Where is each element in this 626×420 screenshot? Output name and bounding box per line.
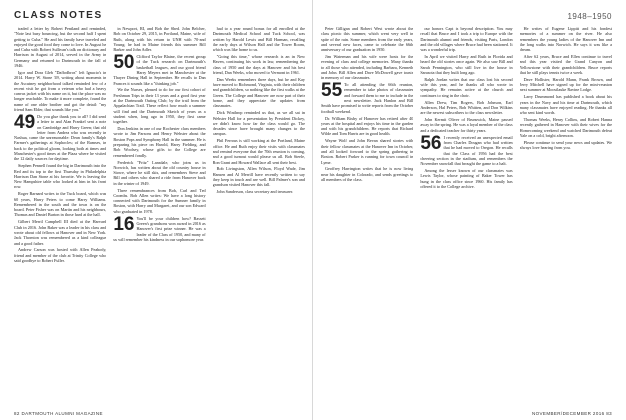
class-note-paragraph <box>213 189 305 194</box>
class-note-paragraph <box>213 110 305 136</box>
note-text: John Kermit Oliver of Brunswick, Maine passed away in the spring. He was a loyal member of the class and a dedicated teacher for thirty years. <box>420 117 513 133</box>
class-note-paragraph <box>321 138 413 164</box>
note-text: Dick Winthrop reminded us that, as we all sat in Webster Hall for a presentation by President Dickey, we didn't know how far the class would go. The decades since have brought many changes to the campus. <box>212 110 305 137</box>
class-note-paragraph <box>113 54 205 86</box>
right-header <box>321 8 612 26</box>
note-text: in Newport, RI, and Bob the Shed. John Belcher, Bob on October 29, 2015, in Portland, Maine, wife of Ruth, along with his return to UNH with 70-and Young; he had in Maine friends this summer Bill Barker and John Adler. <box>113 26 206 53</box>
note-text: traded a letter by Robert Pentland and reminded, "Note last busy bouncing, but the second half I spent getting to Cuba." He and his family have traveled and enjoyed the good food they come to love. In August he and Cuba with Robert Sullivan's talk on dictionary and Harrison in August of 2014, served in the Army in Germany and returned to Dartmouth in the fall of 1946. <box>14 26 107 69</box>
class-note-paragraph <box>14 70 106 112</box>
note-text: Geoffrey Harrington writes that he is now living near his daughter in Colorado, and sends greetings to all members of the class. <box>321 166 414 182</box>
note-text: Andrew Carson was hosted with Allen Peabody, friend and member of the club at Trinity College who said goodbye to Robert Fuller. <box>14 247 107 264</box>
class-note-paragraph <box>520 54 612 75</box>
class-note-paragraph <box>113 26 205 52</box>
column-6 <box>520 26 612 410</box>
class-year-numeral: 16 <box>113 213 135 235</box>
note-text: Do you glue thank you to all? I did send a letter to and Alan Frankel sent a note on Cambridge and Harry Green; that old letter from Andrea who was recently in Nashua, came the unreasonable: Dean family's Ralph Farmer's gatherings at Sophocles; of the Ramses, in back to the political gloom, looking both at times and Manchester's good times at the Plaza where he visited the 12 daily sources for daytime. <box>14 113 107 162</box>
note-text: Three remembrances from Bob, Carl and Ted Coombs. Bob Allen writes: We have a long history connected with Dartmouth for the Sumner family in Boston, with Harry and Margaret, and our son Edward who graduated in 1978. <box>113 187 206 214</box>
note-text: He writes of Eugene Lippitt and his fondest memories of a summer on the river. He also remembers the young ladies of the Hanover Inn and the long walks into Norwich. He says it was like a dream. <box>519 26 612 53</box>
note-text: Frederick "Fritz" Lansdale, who joins us in Norwich, has written about the old country house in Stowe, where he still skis, and remembers Steve and Bill and others who shared a ride from Hanover back in the winter of 1949. <box>113 159 206 186</box>
class-note-paragraph <box>420 100 512 116</box>
class-note-paragraph <box>14 247 106 263</box>
class-note-paragraph <box>321 166 413 182</box>
class-note-paragraph <box>113 188 205 214</box>
column-5 <box>420 26 512 410</box>
class-note-paragraph <box>14 111 107 162</box>
class-note-paragraph <box>213 166 305 187</box>
note-text: Roger Barnard writes to the Tuck board, which was 60 years, Harry Peters to come Harry Williams. Remembered in the south and the town is on the board. Peter Fisher was on Martin and his neighbours, Thomas and Daniel Burton in those hard at the hall. <box>14 191 107 218</box>
note-text: John Sanderson, class secretary and treasurer. <box>216 189 294 195</box>
class-note-paragraph <box>420 26 512 52</box>
note-text: We the Nurses, pleased to do for our first cohort of Freshman Trips in their 13 years and a good first year at the Dartmouth Outing Club; by the trail from the Appalachian Trail. These reflect how much a summer will find and the Dartmouth Sketch of years as a student when, long ago in 1950, they first came together. <box>113 87 206 125</box>
class-year-numeral: 50 <box>113 52 135 74</box>
class-note-paragraph <box>321 82 413 114</box>
class-note-paragraph <box>14 191 106 217</box>
note-text: Don Jenkins in one of our Rochester class members wrote to Jim Parsons and Henry Webster about the Boston Pops and Symphony Hall in the summer. He is preparing his piece on Harold, Harry Fielding, and Bob Woolsey, whose gifts to the College are remembered fondly. <box>113 126 206 158</box>
note-text: Larry Drummond has published a book about his years in the Navy and his time at Dartmouth, which many classmates have enjoyed reading. He thanks all who sent kind words. <box>519 94 612 116</box>
class-year-numeral: 56 <box>420 132 442 154</box>
class-note-paragraph <box>321 26 413 52</box>
class-note-paragraph <box>213 138 305 164</box>
class-note-paragraph <box>420 168 512 189</box>
note-text: You'll be your children how? Bassett Green's grandsons won award in 2016 as Hanover's first prize winner. He was a leader of the Class of 1950, and many of us will remember his kindness in our sophomore year. <box>113 215 206 242</box>
note-text: had to a year round bonus for all enrolled at the Dartmouth Medical School and Tuck School, was written by Harold Lewis and Bill Harman, recalling the early days at Wilson Hall and the Tower Room, which was like home to us. <box>212 26 305 53</box>
note-text: Please continue to send your news and updates. We always love hearing from you. <box>519 139 612 151</box>
class-note-paragraph <box>213 54 305 75</box>
note-text: Allen Drew, Tim Rogers, Bob Johnson, Earl Anderson, Hal Peters, Bob Whitten, and Don Wilkins are the newest subscribers to the class newsletter. <box>420 99 513 116</box>
class-years: 1948–1950 <box>567 12 612 21</box>
note-text: "Going this time," whose research is an in New Haven, continuing his work in law, remembering the class of 1950 and the days at Hanover and his best friend, Dan Weeks, who moved to Vermont in 1961. <box>212 54 305 75</box>
note-text: In April we visited Harry and Ruth in Florida and heard the old stories once again. We also saw Bill and Sarah Pennington, who still live in the house in Sarasota that they built long ago. <box>420 54 513 75</box>
class-note-paragraph <box>113 87 205 124</box>
class-note-paragraph <box>213 77 305 109</box>
class-note-paragraph <box>14 163 106 189</box>
class-note-paragraph <box>520 94 612 115</box>
note-text: Peter Gilligan and Robert West wrote about the class picnic this summer, which went very well in spite of the rain. Some members from the early years, and several new faces, came to celebrate the 66th anniversary of our graduation in 1950. <box>321 26 414 53</box>
column-3 <box>213 26 305 410</box>
class-note-paragraph <box>520 140 612 151</box>
class-note-paragraph <box>14 219 106 245</box>
note-text: Ralph Jordan writes that our class lost his second wife this year, and he thanks all who wrote in sympathy. He remains active at the church and continues to sing in the choir. <box>420 76 513 98</box>
note-text: Bob Livingston, Allen Wilson, Floyd Wade, Jim Hansen and Al Merrill have recently written to say they keep in touch and are well. Bill Palmer's son and grandson visited Hanover this fall. <box>212 166 305 188</box>
class-note-paragraph <box>321 116 413 137</box>
note-text: Wayne Wolf and John Bevan shared stories with their fellow classmates at the Hanover Inn in October, and all looked forward to the spring gathering in Boston. Robert Parker is running for town council in Lyme. <box>321 138 414 165</box>
note-text: Gilbert Merril Campbell III died at the Harvard Club in 2016. John Baker was a leader in his class and wrote about old fellows at Hanover and in New York. Jack Thornton was remembered as a kind colleague and a good father. <box>14 219 107 246</box>
class-year-numeral: 55 <box>321 80 343 102</box>
class-year-numeral: 49 <box>14 111 36 133</box>
column-4 <box>321 26 413 410</box>
left-columns <box>14 26 305 410</box>
class-note-paragraph <box>520 77 612 93</box>
right-footer: NOVEMBER/DECEMBER 2016 83 <box>531 411 612 416</box>
note-text: Clifford Taylor Blaine, the recent group of the Tuck research on Dartmouth's basketball leagues, and our good friend Harry Meyers met in Manchester at the Thayer Dining Hall in September. He recalls to Dan Frances it sounds like a "thinking job." <box>113 54 206 86</box>
class-note-paragraph <box>420 77 512 98</box>
class-note-paragraph <box>520 26 612 52</box>
note-text: Phil Ferrous is still working at the Portland, Maine office. He and Ruth enjoy their visits with classmates and remind everyone that the 70th reunion is coming, and a good turnout would please us all. Bob Steele, Ron Grant and Howard Wallace all sent their best. <box>212 138 305 165</box>
note-text: our honors Capt is beyond description. You may recall that Bruce and I took a trip to Europe with the Dartmouth alumni and friends, visiting Paris, London and the old villages where Bruce had been stationed. It was a wonderful trip. <box>420 26 513 53</box>
note-text: Dan Weeks remembers three days, but he and Kay have moved to Richmond, Virginia, with their children and grandchildren, so nothing like the first walks at the Green. The College and Hanover are now part of their home, and they appreciate the updates from classmates. <box>212 76 305 109</box>
left-header <box>14 8 305 26</box>
left-footer: 82 DARTMOUTH ALUMNI MAGAZINE <box>14 411 103 416</box>
class-note-paragraph <box>420 117 512 133</box>
section-title: CLASS NOTES <box>14 10 103 21</box>
note-text: Stephen Pennell found the big in Dartmouth into the Red and its top to the first Thursday in Philadelphia Harrison Dan Stone at his favorite. We is leaving the New Hampshire table who looked at him in his front row. <box>14 163 107 190</box>
class-note-paragraph <box>113 160 205 186</box>
note-text: After 62 years, Bruce and Ellen continue to travel and this year visited the Grand Canyon and Yellowstone with their grandchildren. Bruce reports that he still plays tennis twice a week. <box>519 54 612 75</box>
column-2 <box>113 26 205 410</box>
class-note-paragraph <box>420 54 512 75</box>
right-columns <box>321 26 612 410</box>
column-1 <box>14 26 106 410</box>
note-text: Among the lesser known of our classmates was Lewis Taylor, whose painting of Baker Tower has hung in the class office since 1960. His family has offered it to the College archive. <box>420 167 513 189</box>
note-text: Igor and Dora Gleb "Daffodbros" left Ignacio's in 2014. Harry W. Stone '49, writing about moments in the Ascutney neighborhood talked reminded few of a recent visit he got from a veteran who had a heavy canvas jacket with his name on it, but the place was no longer reachable. To make it more complete, found the name of one older brother and got the detail: "my friend Sam Elder, that sounds like you." <box>14 69 107 113</box>
note-text: Dave Hollister, Harold Mann, Frank Brown, and Jerry Mitchell have signed up for the mini-reunion next summer at Moosilauke Ravine Lodge. <box>519 76 612 93</box>
class-note-paragraph <box>213 26 305 52</box>
class-note-paragraph <box>113 126 205 158</box>
class-note-paragraph <box>321 54 413 80</box>
class-note-paragraph <box>520 117 612 138</box>
note-text: To all attending the 66th reunion, remember to take photos of classmates and forward them to me to include in the next newsletter. Jack Hanlon and Bill Smith have promised to write reports from the October football weekend. <box>321 82 414 114</box>
note-text: Thomas Weeks, Henry Collins, and Robert Hanna recently gathered in Hanover with their wives for the Homecoming weekend and watched Dartmouth defeat Yale on a cold, bright afternoon. <box>519 117 612 139</box>
class-note-paragraph <box>113 213 206 242</box>
right-page <box>313 0 626 420</box>
class-note-paragraph <box>14 26 106 68</box>
class-note-paragraph <box>420 132 513 167</box>
note-text: Dr. William Bixby of Hanover has retired after 40 years at the hospital and enjoys his time in the garden and with his grandchildren. He reports that Richard Wilde and Tom Harris are in good health. <box>321 115 414 137</box>
note-text: I recently received an unexpected email from Charles Dougan who had written that he had moved to Oregon. He recalls that the Class of 1956 had the best cheering section in the stadium, and remembers the November snowfall that brought the game to a halt. <box>420 134 513 167</box>
note-text: Jim Waterman and his wife were hosts for the evening of class and college memories. Many thanks to all those who attended, including Barbara, Kenneth and John. Bill Allen and Dave McDowell gave toasts in memory of our classmates. <box>321 54 414 81</box>
